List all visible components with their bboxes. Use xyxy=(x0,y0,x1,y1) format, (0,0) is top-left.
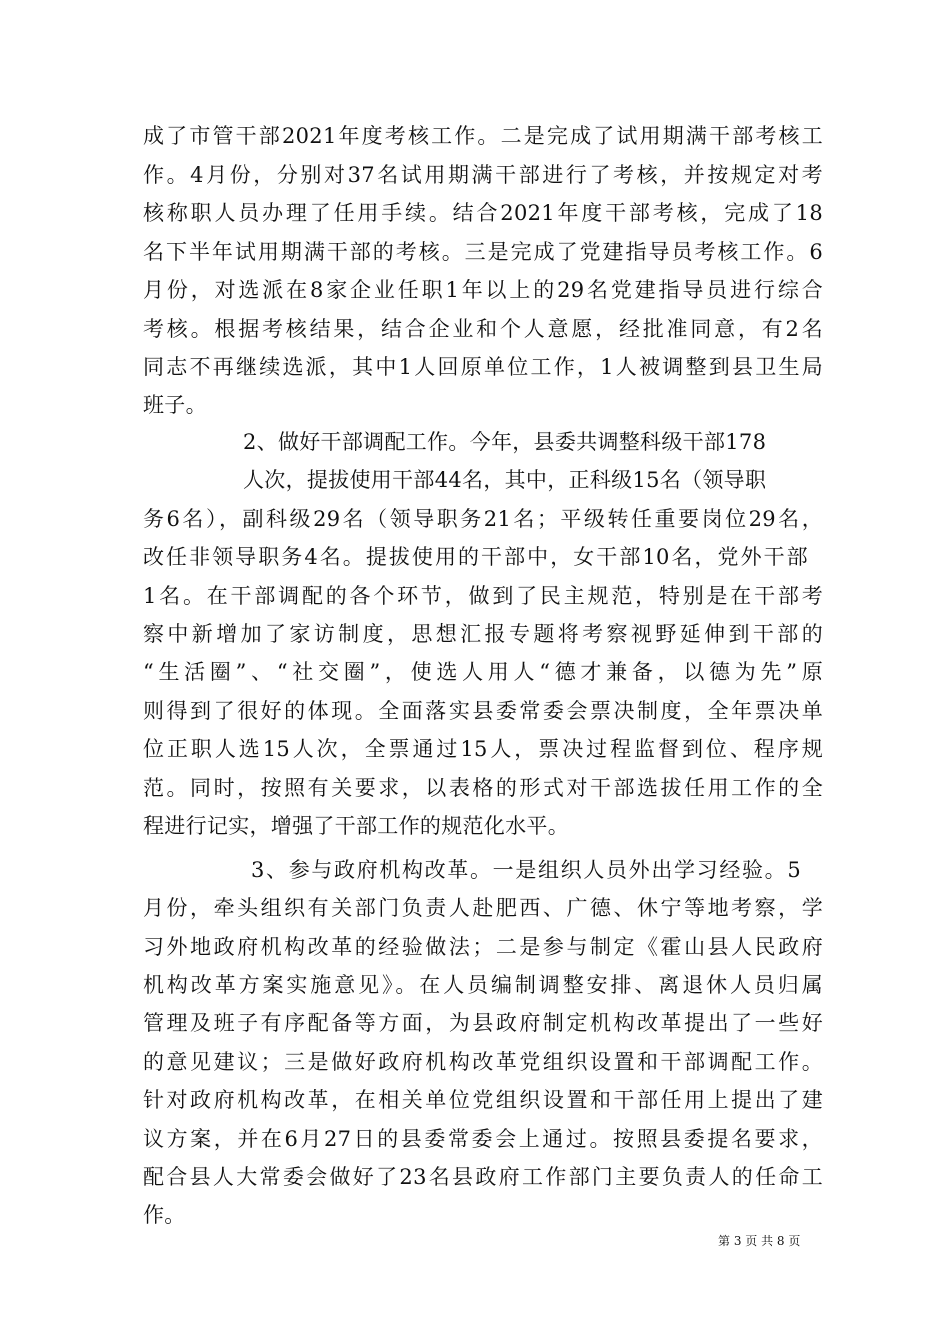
text-line: 程进行记实，增强了干部工作的规范化水平。 xyxy=(143,814,569,838)
text-line: 同志不再继续选派，其中1人回原单位工作，1人被调整到县卫生局 xyxy=(143,355,823,379)
text-line: 1名。在干部调配的各个环节，做到了民主规范，特别是在干部考 xyxy=(143,584,823,608)
text-line: 考核。根据考核结果，结合企业和个人意愿，经批准同意，有2名 xyxy=(143,317,823,341)
page-number-footer: 第 3 页 共 8 页 xyxy=(718,1234,801,1248)
text-line: 配合县人大常委会做好了23名县政府工作部门主要负责人的任命工 xyxy=(143,1165,823,1189)
text-line: “生活圈”、“社交圈”，使选人用人“德才兼备，以德为先”原 xyxy=(143,660,823,684)
text-line: 名下半年试用期满干部的考核。三是完成了党建指导员考核工作。6 xyxy=(143,240,823,264)
text-line: 班子。 xyxy=(143,393,207,417)
text-line: 作。 xyxy=(143,1203,186,1227)
text-line: 机构改革方案实施意见》。在人员编制调整安排、离退休人员归属 xyxy=(143,973,823,997)
text-line: 月份，对选派在8家企业任职1年以上的29名党建指导员进行综合 xyxy=(143,278,823,302)
text-line: 针对政府机构改革，在相关单位党组织设置和干部任用上提出了建 xyxy=(143,1088,823,1112)
text-line: 核称职人员办理了任用手续。结合2021年度干部考核，完成了18 xyxy=(143,201,823,225)
text-line: 位正职人选15人次，全票通过15人，票决过程监督到位、程序规 xyxy=(143,737,823,761)
text-line: 管理及班子有序配备等方面，为县政府制定机构改革提出了一些好 xyxy=(143,1011,823,1035)
text-line: 月份，牵头组织有关部门负责人赴肥西、广德、休宁等地考察，学 xyxy=(143,896,823,920)
text-line: 改任非领导职务4名。提拔使用的干部中，女干部10名，党外干部 xyxy=(143,545,808,569)
paragraph-heading: 2、做好干部调配工作。今年，县委共调整科级干部178 xyxy=(243,430,767,454)
text-line: 人次，提拔使用干部44名，其中，正科级15名（领导职 xyxy=(243,468,767,492)
text-line: 作。4月份，分别对37名试用期满干部进行了考核，并按规定对考 xyxy=(143,163,823,187)
text-line: 习外地政府机构改革的经验做法；二是参与制定《霍山县人民政府 xyxy=(143,935,823,959)
text-line: 议方案，并在6月27日的县委常委会上通过。按照县委提名要求， xyxy=(143,1127,823,1151)
text-line: 的意见建议；三是做好政府机构改革党组织设置和干部调配工作。 xyxy=(143,1050,823,1074)
text-line: 成了市管干部2021年度考核工作。二是完成了试用期满干部考核工 xyxy=(143,124,823,148)
text-line: 则得到了很好的体现。全面落实县委常委会票决制度，全年票决单 xyxy=(143,699,823,723)
text-line: 察中新增加了家访制度，思想汇报专题将考察视野延伸到干部的 xyxy=(143,622,823,646)
text-line: 范。同时，按照有关要求，以表格的形式对干部选拔任用工作的全 xyxy=(143,776,823,800)
text-line: 务6名），副科级29名（领导职务21名；平级转任重要岗位29名， xyxy=(143,507,823,531)
paragraph-heading: 3、参与政府机构改革。一是组织人员外出学习经验。5 xyxy=(251,858,801,882)
